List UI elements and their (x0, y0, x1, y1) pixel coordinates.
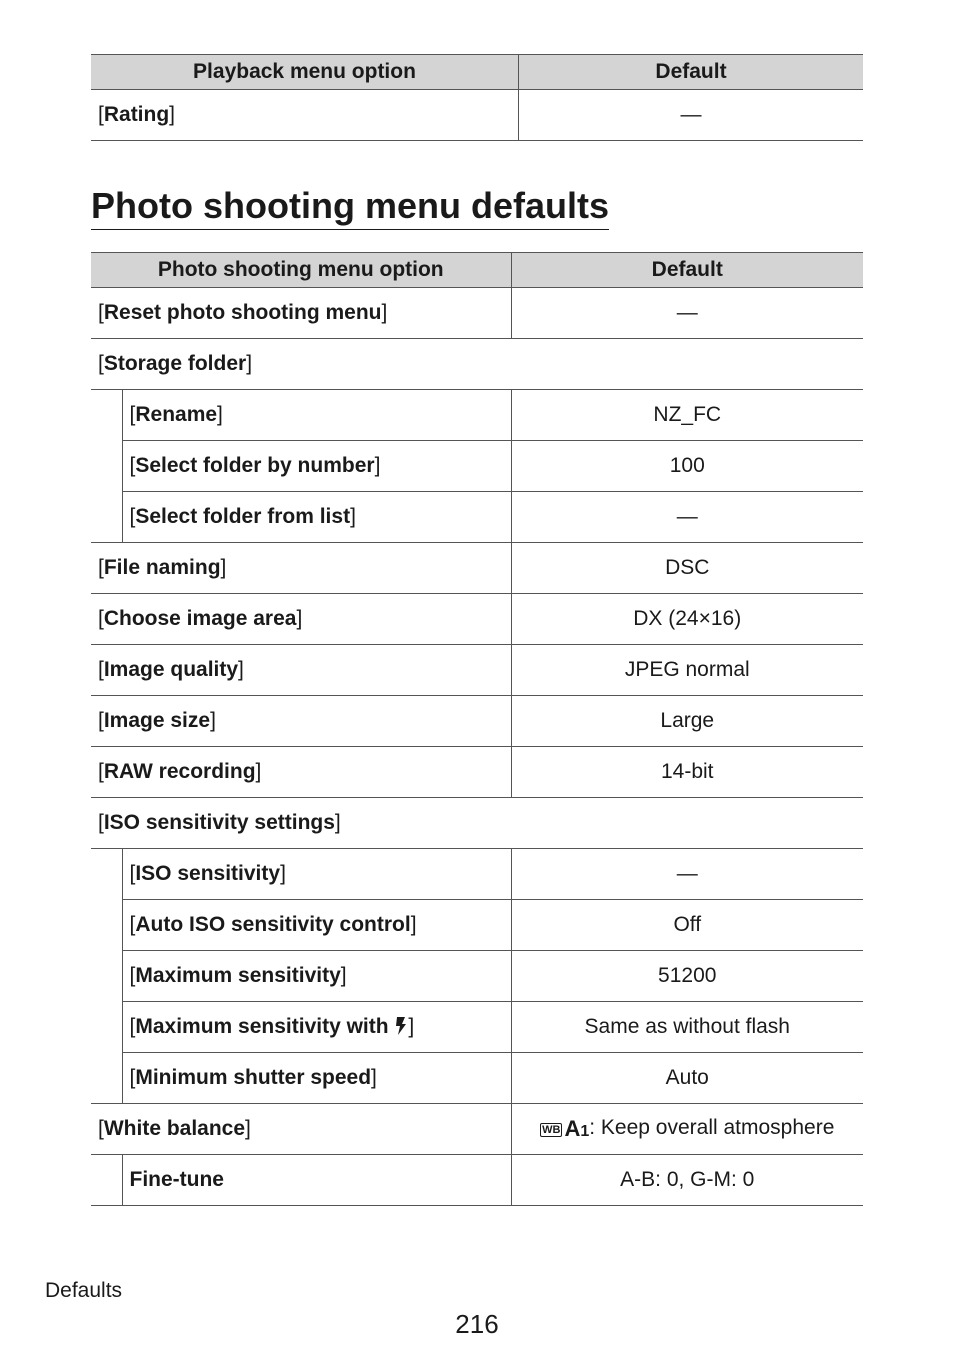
table-row (91, 594, 863, 645)
option-cell: [Storage folder] (91, 339, 863, 390)
header-default: Default (511, 253, 863, 288)
page-number: 216 (455, 1309, 499, 1339)
default-cell: — (511, 288, 863, 339)
footer-section-label: Defaults (45, 1279, 123, 1302)
table-row (91, 543, 863, 594)
table-row (91, 1104, 863, 1155)
table-row (91, 441, 863, 492)
table-row (91, 645, 863, 696)
indent-cell (91, 951, 122, 1002)
option-cell: [Maximum sensitivity with ] (122, 1002, 511, 1053)
table-row (91, 1053, 863, 1104)
photo-shooting-defaults-table (91, 252, 863, 1206)
option-cell: [Reset photo shooting menu] (91, 288, 511, 339)
header-default: Default (519, 55, 864, 90)
option-cell: [Image quality] (91, 645, 511, 696)
default-cell: Same as without flash (511, 1002, 863, 1053)
indent-cell (91, 1155, 122, 1206)
table-row (91, 90, 863, 141)
table-row (91, 492, 863, 543)
flash-icon (394, 1016, 408, 1036)
default-cell: WB A1: Keep overall atmosphere (511, 1104, 863, 1155)
indent-cell (91, 849, 122, 900)
table-row (91, 390, 863, 441)
section-title: Photo shooting menu defaults (91, 183, 609, 230)
indent-cell (91, 390, 122, 441)
option-cell: [Auto ISO sensitivity control] (122, 900, 511, 951)
indent-cell (91, 441, 122, 492)
option-cell: [ISO sensitivity] (122, 849, 511, 900)
option-cell: [RAW recording] (91, 747, 511, 798)
option-cell: Fine-tune (122, 1155, 511, 1206)
option-cell: [Choose image area] (91, 594, 511, 645)
table-row (91, 747, 863, 798)
default-cell: JPEG normal (511, 645, 863, 696)
table-row-group-header (91, 798, 863, 849)
default-cell: 14-bit (511, 747, 863, 798)
default-cell: Large (511, 696, 863, 747)
indent-cell (91, 900, 122, 951)
table-row (91, 1155, 863, 1206)
indent-cell (91, 1002, 122, 1053)
default-cell: DX (24×16) (511, 594, 863, 645)
indent-cell (91, 492, 122, 543)
white-balance-auto-icon: WB A1 (542, 1116, 590, 1141)
table-row-group-header (91, 339, 863, 390)
indent-cell (91, 1053, 122, 1104)
option-cell: [Minimum shutter speed] (122, 1053, 511, 1104)
table-row (91, 951, 863, 1002)
option-cell: [Maximum sensitivity] (122, 951, 511, 1002)
default-cell: Off (511, 900, 863, 951)
table-row (91, 1002, 863, 1053)
option-cell: [Select folder by number] (122, 441, 511, 492)
default-cell: Auto (511, 1053, 863, 1104)
option-cell: [ISO sensitivity settings] (91, 798, 863, 849)
default-cell: 100 (511, 441, 863, 492)
table-row (91, 288, 863, 339)
default-cell: — (511, 849, 863, 900)
default-cell: A-B: 0, G-M: 0 (511, 1155, 863, 1206)
playback-defaults-table (91, 54, 863, 141)
default-cell: — (511, 492, 863, 543)
default-cell: DSC (511, 543, 863, 594)
table-row (91, 849, 863, 900)
default-cell: — (519, 90, 864, 141)
header-option: Playback menu option (91, 55, 519, 90)
option-cell: [White balance] (91, 1104, 511, 1155)
option-cell: [Select folder from list] (122, 492, 511, 543)
option-cell: [Image size] (91, 696, 511, 747)
default-cell: 51200 (511, 951, 863, 1002)
option-cell: [Rename] (122, 390, 511, 441)
header-option: Photo shooting menu option (91, 253, 511, 288)
table-row (91, 900, 863, 951)
table-row (91, 696, 863, 747)
option-cell: [File naming] (91, 543, 511, 594)
default-cell: NZ_FC (511, 390, 863, 441)
option-cell: [Rating] (91, 90, 519, 141)
